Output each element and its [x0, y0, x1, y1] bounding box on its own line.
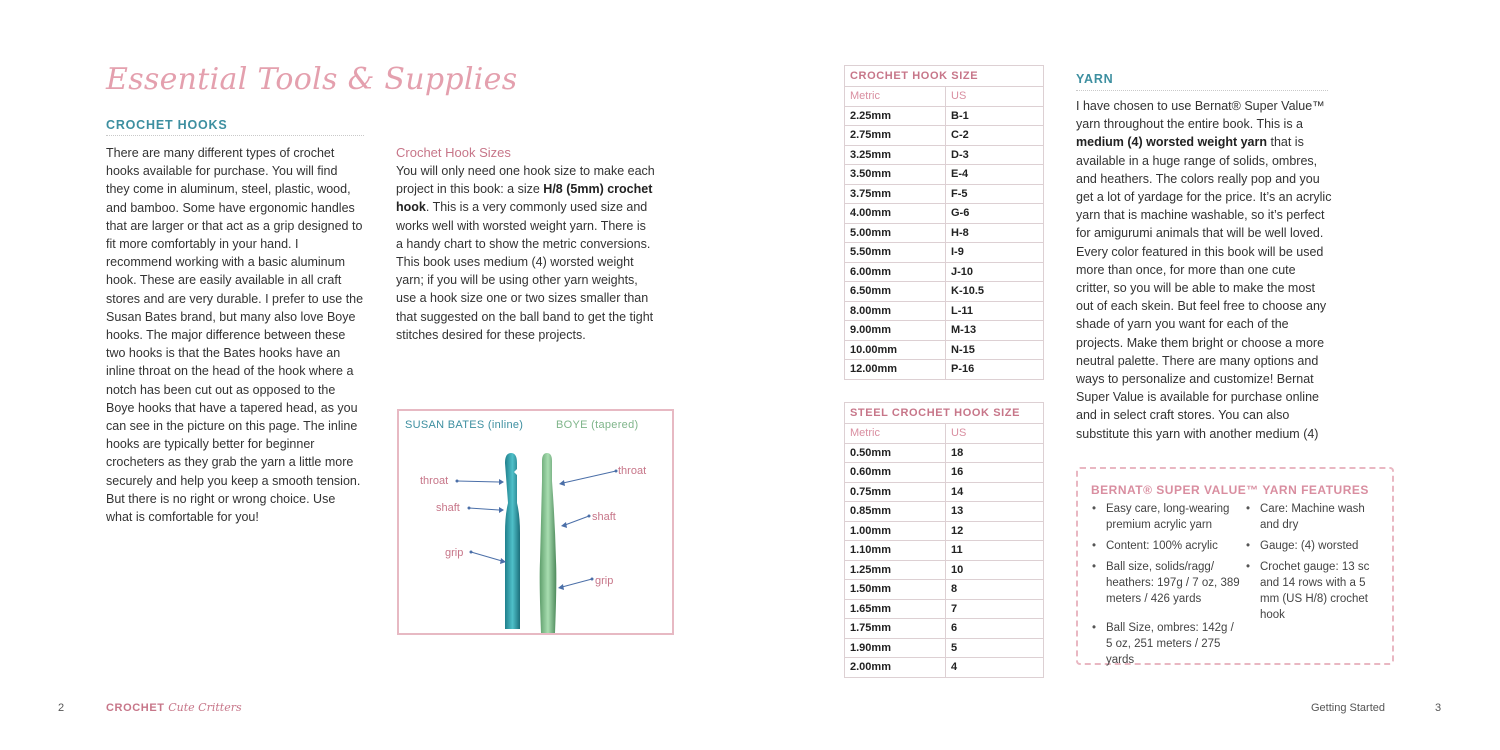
hook-table-row [845, 165, 1044, 185]
us-cell: 10 [946, 560, 1044, 580]
us-cell: D-3 [946, 145, 1044, 165]
hook-table-caption: CROCHET HOOK SIZE [845, 66, 1044, 87]
yarn-features-box [1076, 467, 1394, 665]
hook-table-row [845, 243, 1044, 263]
boye-throat-label: throat [618, 465, 647, 477]
metric-cell: 1.00mm [845, 521, 946, 541]
hook-table-row [845, 262, 1044, 282]
hook-table-row [845, 126, 1044, 146]
yarn-body [1076, 97, 1332, 443]
us-cell: C-2 [946, 126, 1044, 146]
features-heading: BERNAT® SUPER VALUE™ YARN FEATURES [1091, 483, 1369, 497]
us-cell: E-4 [946, 165, 1044, 185]
metric-cell: 2.00mm [845, 658, 946, 678]
us-cell: I-9 [946, 243, 1044, 263]
page-title: Essential Tools & Supplies [106, 62, 518, 97]
metric-cell: 2.25mm [845, 106, 946, 126]
metric-cell: 3.50mm [845, 165, 946, 185]
us-cell: L-11 [946, 301, 1044, 321]
us-cell: G-6 [946, 204, 1044, 224]
steel-table-row [845, 521, 1044, 541]
us-cell: 6 [946, 619, 1044, 639]
yarn-body-post: that is available in a huge range of solids, ombres, and heathers. The colors really pop and you get a lot of yardage for the price. It’s an acrylic yarn that is machine washable, so it’s perfect for amigurumi animals that will be well loved. Every color featured in this book will be used more than once, for more than one cute critter, so you will be able to make the most out of each skein. But feel free to choose any shade of yarn you want for each of the projects. Make them bright or choose a more neutral palette. There are many options and ways to personalize and customize! Bernat Super Value is available for purchase online and in select craft stores. You can also substitute this yarn with another medium (4) [1076, 135, 1332, 441]
steel-table-row [845, 580, 1044, 600]
metric-cell: 10.00mm [845, 340, 946, 360]
feature-item: • Crochet gauge: 13 sc and 14 rows with a 5 mm (US H/8) crochet hook [1244, 559, 1382, 623]
metric-cell: 6.00mm [845, 262, 946, 282]
hook-table-row [845, 301, 1044, 321]
feature-item: • Ball Size, ombres: 142g / 5 oz, 251 meters / 275 yards [1090, 620, 1240, 668]
susan-bates-label: SUSAN BATES (inline) [405, 419, 524, 431]
us-cell: 4 [946, 658, 1044, 678]
steel-table-row [845, 502, 1044, 522]
hook-table-col-metric: Metric [845, 87, 946, 107]
us-cell: 8 [946, 580, 1044, 600]
features-list-right [1244, 501, 1382, 628]
hook-table-row [845, 360, 1044, 380]
yarn-body-bold: medium (4) worsted weight yarn [1076, 135, 1268, 150]
boye-shaft-label: shaft [592, 511, 616, 523]
hook-sizes-body-bold: H/8 (5mm) crochet hook [396, 182, 653, 215]
hooks-drawing [399, 411, 672, 633]
hook-table-row [845, 145, 1044, 165]
metric-cell: 6.50mm [845, 282, 946, 302]
us-cell: F-5 [946, 184, 1044, 204]
hook-table-row [845, 204, 1044, 224]
book-brand [106, 701, 242, 714]
steel-table-col-metric: Metric [845, 424, 946, 444]
us-cell: K-10.5 [946, 282, 1044, 302]
us-cell: M-13 [946, 321, 1044, 341]
hook-table-row [845, 340, 1044, 360]
us-cell: B-1 [946, 106, 1044, 126]
steel-hook-size-table [844, 402, 1044, 678]
feature-item: • Gauge: (4) worsted [1244, 538, 1382, 554]
us-cell: N-15 [946, 340, 1044, 360]
metric-cell: 8.00mm [845, 301, 946, 321]
metric-cell: 4.00mm [845, 204, 946, 224]
metric-cell: 5.00mm [845, 223, 946, 243]
steel-table-row [845, 599, 1044, 619]
metric-cell: 0.75mm [845, 482, 946, 502]
bates-throat-label: throat [420, 475, 449, 487]
brand-script: Cute Critters [168, 701, 242, 714]
bates-callouts [457, 481, 502, 561]
feature-item: • Content: 100% acrylic [1090, 538, 1240, 554]
crochet-hook-size-table [844, 65, 1044, 380]
metric-cell: 1.90mm [845, 638, 946, 658]
us-cell: 5 [946, 638, 1044, 658]
steel-table-row [845, 463, 1044, 483]
bates-hook-icon [505, 453, 520, 629]
bates-shaft-label: shaft [436, 502, 460, 514]
boye-callout-dots [558, 470, 618, 591]
metric-cell: 1.25mm [845, 560, 946, 580]
metric-cell: 9.00mm [845, 321, 946, 341]
hook-table-row [845, 321, 1044, 341]
metric-cell: 0.60mm [845, 463, 946, 483]
us-cell: 7 [946, 599, 1044, 619]
crochet-hooks-heading: CROCHET HOOKS [106, 118, 364, 136]
hook-sizes-heading: Crochet Hook Sizes [396, 145, 511, 160]
metric-cell: 1.50mm [845, 580, 946, 600]
hook-table-row [845, 282, 1044, 302]
steel-table-row [845, 619, 1044, 639]
metric-cell: 2.75mm [845, 126, 946, 146]
hook-table-row [845, 223, 1044, 243]
metric-cell: 3.25mm [845, 145, 946, 165]
boye-grip-label: grip [595, 575, 614, 587]
us-cell: 18 [946, 443, 1044, 463]
hook-illustration [397, 409, 674, 635]
section-name: Getting Started [1311, 702, 1385, 714]
us-cell: 16 [946, 463, 1044, 483]
yarn-heading: YARN [1076, 72, 1328, 91]
us-cell: H-8 [946, 223, 1044, 243]
brand-caps: CROCHET [106, 702, 165, 714]
metric-cell: 0.50mm [845, 443, 946, 463]
steel-table-row [845, 541, 1044, 561]
feature-item: • Care: Machine wash and dry [1244, 501, 1382, 533]
metric-cell: 5.50mm [845, 243, 946, 263]
metric-cell: 1.10mm [845, 541, 946, 561]
steel-table-row [845, 560, 1044, 580]
yarn-body-pre: I have chosen to use Bernat® Super Value™ yarn throughout the entire book. This is a [1076, 99, 1325, 132]
metric-cell: 1.65mm [845, 599, 946, 619]
steel-table-row [845, 638, 1044, 658]
boye-callouts [562, 471, 616, 587]
boye-hook-icon [540, 453, 557, 633]
us-cell: J-10 [946, 262, 1044, 282]
page-number-right: 3 [1435, 702, 1442, 714]
hook-sizes-body-post: . This is a very commonly used size and works well with worsted weight yarn. There is a handy chart to show the metric conversions. This book uses medium (4) worsted weight yarn; if you will be using other yarn weights, use a hook size one or two sizes smaller than that suggested on the ball band to get the tight stitches desired for these projects. [396, 200, 654, 342]
steel-table-row [845, 482, 1044, 502]
steel-table-row [845, 658, 1044, 678]
bates-grip-label: grip [445, 547, 464, 559]
hook-sizes-body-pre: You will only need one hook size to make each project in this book: a size [396, 164, 655, 197]
page-number-left: 2 [58, 702, 65, 714]
steel-table-col-us: US [946, 424, 1044, 444]
features-list-left [1090, 501, 1240, 673]
hook-table-row [845, 184, 1044, 204]
us-cell: 14 [946, 482, 1044, 502]
us-cell: 12 [946, 521, 1044, 541]
us-cell: 13 [946, 502, 1044, 522]
boye-label: BOYE (tapered) [556, 419, 639, 431]
us-cell: 11 [946, 541, 1044, 561]
feature-item: • Easy care, long-wearing premium acrylic yarn [1090, 501, 1240, 533]
steel-table-caption: STEEL CROCHET HOOK SIZE [845, 403, 1044, 424]
metric-cell: 0.85mm [845, 502, 946, 522]
hook-table-col-us: US [946, 87, 1044, 107]
feature-item: • Ball size, solids/ragg/ heathers: 197g / 7 oz, 389 meters / 426 yards [1090, 559, 1240, 607]
crochet-hooks-body: There are many different types of crochet hooks available for purchase. You will find they come in aluminum, steel, plastic, wood, and bamboo. Some have ergonomic handles that are larger or that act as a grip designed to fit more comfortably in your hand. I recommend working with a basic aluminum hook. These are easily available in all craft stores and are very durable. I prefer to use the Susan Bates brand, but many also love Boye hooks. The major difference between these two hooks is that the Bates hooks have an inline throat on the head of the hook where a notch has been cut out as opposed to the Boye hooks that have a tapered head, as you can see in the picture on this page. The inline hooks are typically better for beginner crocheters as they grab the yarn a little more securely and help you keep a smooth tension. But there is no right or wrong choice. Use what is comfortable for you! [106, 146, 364, 525]
steel-table-row [845, 443, 1044, 463]
hook-table-row [845, 106, 1044, 126]
metric-cell: 1.75mm [845, 619, 946, 639]
metric-cell: 12.00mm [845, 360, 946, 380]
metric-cell: 3.75mm [845, 184, 946, 204]
hook-sizes-body [396, 162, 656, 344]
us-cell: P-16 [946, 360, 1044, 380]
